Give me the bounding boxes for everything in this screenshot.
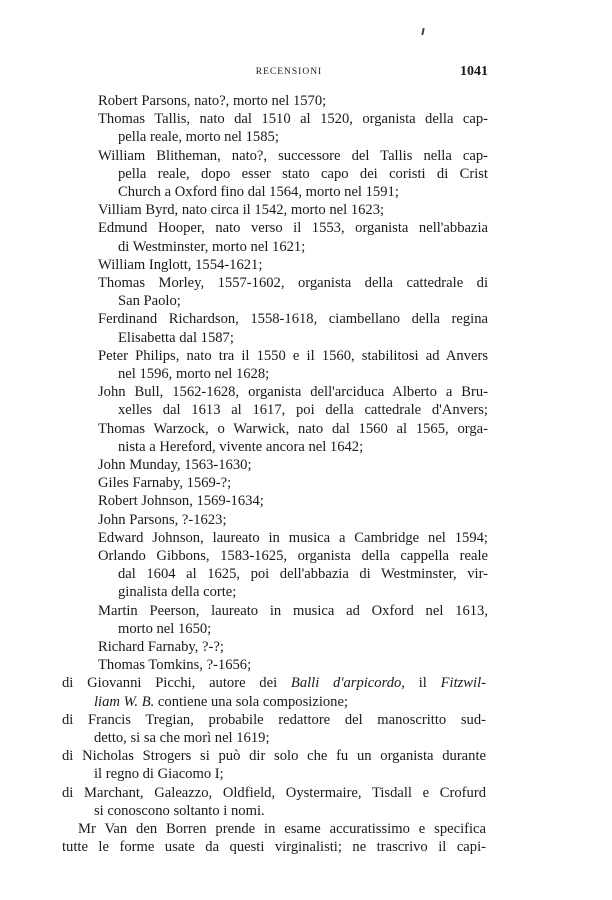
text-line: John Bull, 1562-1628, organista dell'arciduca Alberto a Bru- <box>98 384 488 401</box>
italic-title: Fitzwil- <box>440 675 486 692</box>
text-line: William Inglott, 1554-1621; <box>98 256 263 273</box>
text-line: Church a Oxford fino dal 1564, morto nel 1591; <box>118 184 399 200</box>
text-line: pella reale, dopo esser stato capo dei coristi di Crist <box>118 165 488 182</box>
text-line: Thomas Tallis, nato dal 1510 al 1520, organista della cap- <box>98 111 488 128</box>
text-line: tutte le forme usate da questi virginalisti; ne trascrivo il capi- <box>62 839 486 856</box>
text-line: si conoscono soltanto i nomi. <box>94 802 265 819</box>
italic-title: Balli d'arpicordo <box>290 675 402 692</box>
text-segment: di Giovanni Picchi, autore dei <box>62 675 291 692</box>
text-line: pella reale, morto nel 1585; <box>118 129 279 146</box>
text-line: Robert Parsons, nato?, morto nel 1570; <box>98 93 327 109</box>
text-line: Richard Farnaby, ?-?; <box>98 639 224 655</box>
text-line: Thomas Warzock, o Warwick, nato dal 1560 al 1565, orga- <box>98 420 488 437</box>
text-line: di Francis Tregian, probabile redattore del manoscritto sud- <box>62 711 486 728</box>
text-line: Peter Philips, nato tra il 1550 e il 1560, stabilitosi ad Anvers <box>98 347 488 364</box>
text-line: xelles dal 1613 al 1617, poi della cattedrale d'Anvers; <box>118 402 488 419</box>
text-line: nista a Hereford, vivente ancora nel 1642; <box>118 438 364 455</box>
text-line: William Blitheman, nato?, successore del Tallis nella cap- <box>98 147 488 164</box>
text-line: di Marchant, Galeazzo, Oldfield, Oystermaire, Tisdall e Crofurd <box>62 784 486 801</box>
ink-mark <box>421 28 424 35</box>
text-line: Edmund Hooper, nato verso il 1553, organista nell'abbazia <box>98 220 488 237</box>
page-header <box>0 64 612 84</box>
text-line: ginalista della corte; <box>118 584 237 601</box>
text-line: Elisabetta dal 1587; <box>118 329 234 346</box>
text-line: il regno di Giacomo I; <box>94 766 224 783</box>
text-segment: contiene una sola composizione; <box>154 693 348 710</box>
text-line: San Paolo; <box>118 293 181 310</box>
text-line <box>62 674 486 692</box>
text-line: Thomas Morley, 1557-1602, organista della cattedrale di <box>98 275 488 291</box>
text-line: Thomas Tomkins, ?-1656; <box>98 657 252 674</box>
text-line: Robert Johnson, 1569-1634; <box>98 493 264 510</box>
text-line: di Westminster, morto nel 1621; <box>118 238 306 255</box>
page-number: 1041 <box>460 64 488 79</box>
text-segment: , il <box>401 675 441 692</box>
text-line: di Nicholas Strogers si può dir solo che fu un organista durante <box>62 748 486 765</box>
text-line: nel 1596, morto nel 1628; <box>118 366 270 382</box>
text-line: dal 1604 al 1625, poi dell'abbazia di Westminster, vir- <box>118 566 488 583</box>
text-line: Mr Van den Borren prende in esame accuratissimo e specifica <box>78 821 486 837</box>
text-line: Orlando Gibbons, 1583-1625, organista della cappella reale <box>98 548 488 564</box>
text-line: Martin Peerson, laureato in musica ad Oxford nel 1613, <box>98 602 488 619</box>
text-line: John Parsons, ?-1623; <box>98 511 227 528</box>
text-line: John Munday, 1563-1630; <box>98 457 252 473</box>
running-title: RECENSIONI <box>255 67 323 77</box>
text-line: Edward Johnson, laureato in musica a Cambridge nel 1594; <box>98 529 488 546</box>
text-line: Villiam Byrd, nato circa il 1542, morto nel 1623; <box>98 202 385 219</box>
text-line <box>94 693 486 711</box>
text-line: Giles Farnaby, 1569-?; <box>98 475 232 492</box>
italic-title: liam W. B. <box>94 693 155 710</box>
text-line: Ferdinand Richardson, 1558-1618, ciambellano della regina <box>98 311 488 328</box>
text-line: morto nel 1650; <box>118 620 212 637</box>
text-line: detto, si sa che morì nel 1619; <box>94 730 270 746</box>
